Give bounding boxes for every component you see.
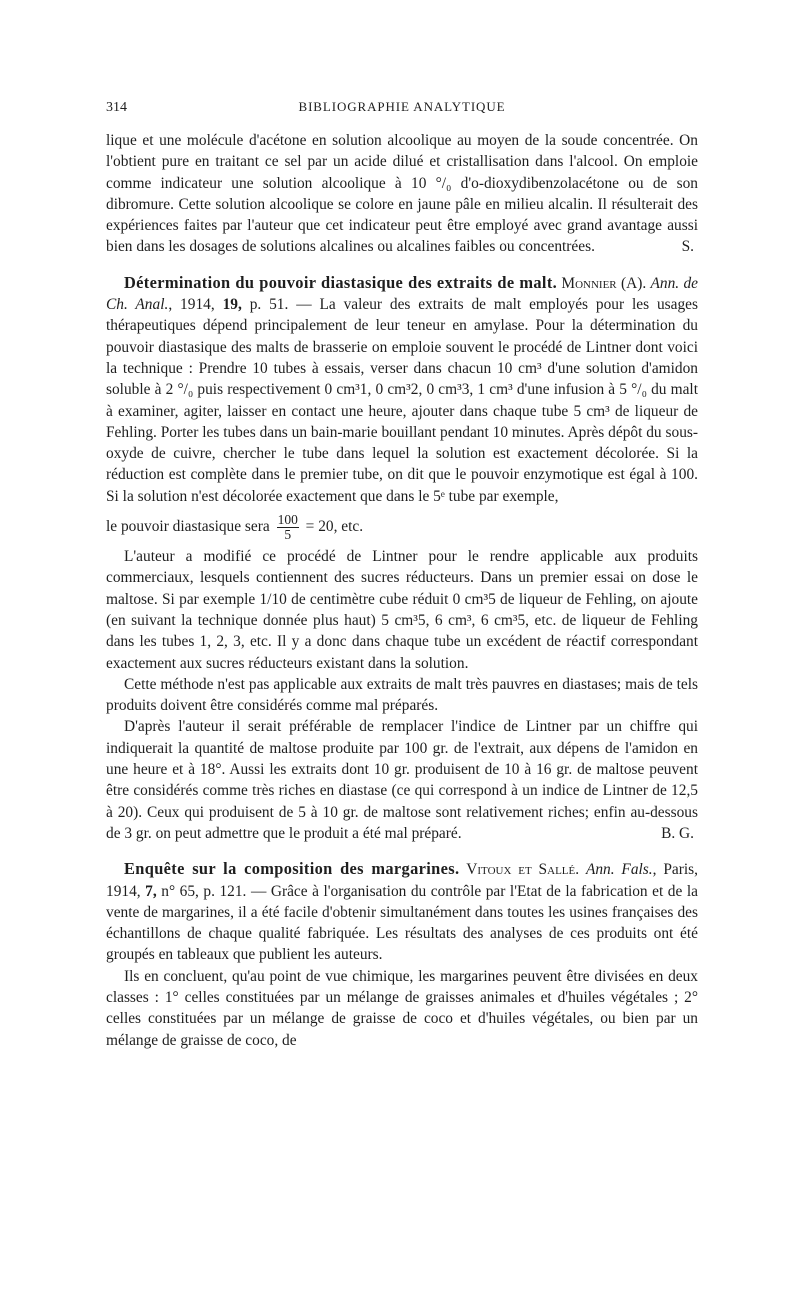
article-3-paragraph-2: Ils en concluent, qu'au point de vue chimique, les margarines peuvent être divisées en deux classes : 1° celles constituées par un mélange de graisses animales et d'huiles végétales ; 2° celles constituées par un mélange de graisse de coco et d'huiles végétales, ou bien par un mélange de graisse de coco, de [106, 967, 698, 1049]
formula-suffix: = 20, etc. [305, 518, 364, 536]
article-3-volume: 7, [145, 882, 157, 900]
article-2-year: 1914, [180, 296, 215, 314]
formula-prefix: le pouvoir diastasique sera [106, 518, 270, 536]
article-3-paragraph-1 [106, 858, 698, 965]
article-2-paragraph-1: Détermination du pouvoir diastasique des extraits de malt. Monnier (A). Ann. de Ch. Anal., 1914, 19, p. 51. — La valeur des extraits de malt employés pour les usages thérapeutiques dépend principalement de leur teneur en amylase. Pour la détermination du pouvoir diastasique des malts de brasserie on emploie souvent le procédé de Lintner dont voici la technique : Prendre 10 tubes à essais, verser dans chacun 10 cm³ d'une solution d'amidon soluble à 2 °/₀ puis respectivement 0 cm³1, 0 cm³2, 0 cm³3, 1 cm³ d'une infusion à 5 °/₀ du malt à examiner, agiter, laisser en contact une heure, ajouter dans chaque tube 5 cm³ de liqueur de Fehling. Porter les tubes dans un bain-marie bouillant pendant 10 minutes. Après dépôt du sous-oxyde de cuivre, chercher le tube dans lequel la solution est exactement décolorée. Si la réduction est complète dans le premier tube, on dit que le pouvoir enzymotique est égal à 100. Si la solution n'est décolorée exactement que dans le 5ᵉ tube par exemple, [106, 272, 699, 505]
article-2-text-4: D'après l'auteur il serait préférable de remplacer l'indice de Lintner par un chiffre qui indiquerait la quantité de maltose produite par 100 gr. de l'extrait, aux dépens de l'amidon en une heure et à 18°. Aussi les extraits dont 10 gr. produisent de 10 à 16 gr. de maltose peuvent être considérés comme très riches en diastase (ce qui correspond à un indice de Lintner de 12,5 à 20). Ceux qui produisent de 5 à 10 gr. de maltose sont relativement riches; enfin au-dessous de 3 gr. on peut admettre que le produit a été mal préparé. [106, 718, 698, 842]
article-1-body [106, 130, 698, 258]
formula-fraction [277, 513, 299, 542]
article-2-author: Monnier (A). [561, 274, 647, 292]
article-2-paragraph-2: L'auteur a modifié ce procédé de Lintner pour le rendre applicable aux produits commerciaux, lesquels contiennent des sucres réducteurs. Dans un premier essai on dose le maltose. Si par exemple 1/10 de centimètre cube réduit 0 cm³5 de liqueur de Fehling, on ajoute (en suivant la technique donnée plus haut) 5 cm³5, 6 cm³, 6 cm³5, etc. de liqueur de Fehling dans les tubes 1, 2, 3, etc. Il y a donc dans chaque tube un excédent de réactif correspondant exactement aux sucres réducteurs existant dans la solution. [106, 548, 698, 672]
page-header [106, 96, 698, 118]
running-title: BIBLIOGRAPHIE ANALYTIQUE [298, 99, 506, 114]
article-3-authors: Vitoux et Sallé. [466, 861, 580, 879]
article-2-page: p. 51. [249, 296, 289, 314]
formula-denominator: 5 [284, 527, 292, 543]
article-3-title: Enquête sur la composition des margarines. [124, 859, 460, 879]
article-2-title: Détermination du pouvoir diastasique des extraits de malt. [124, 272, 558, 292]
journal-page [106, 96, 698, 1051]
article-3-journal: Ann. Fals. [585, 861, 653, 879]
page-number: 314 [106, 100, 127, 115]
article-2-paragraph-4 [106, 716, 698, 844]
article-2-signature: B. G. [661, 824, 694, 842]
article-3-issue-page: n° 65, p. 121. [161, 882, 247, 900]
formula-numerator: 100 [277, 512, 298, 528]
article-2-journal: Ann. de Ch. Anal. [106, 274, 699, 314]
article-2-paragraph-3: Cette méthode n'est pas applicable aux extraits de malt très pauvres en diastases; mais de tels produits doivent être considérés comme mal préparés. [106, 675, 698, 715]
article-2-text-1: — La valeur des extraits de malt employés pour les usages thérapeutiques dépend principalement de leur teneur en amylase. Pour la détermination du pouvoir diastasique des malts de brasserie on emploie souvent le procédé de Lintner dont voici la technique : Prendre 10 tubes à essais, verser dans chacun 10 cm³ d'une solution d'amidon soluble à 2 °/₀ puis respectivement 0 cm³1, 0 cm³2, 0 cm³3, 1 cm³ d'une infusion à 5 °/₀ du malt à examiner, agiter, laisser en contact une heure, ajouter dans chaque tube 5 cm³ de liqueur de Fehling. Porter les tubes dans un bain-marie bouillant pendant 10 minutes. Après dépôt du sous-oxyde de cuivre, chercher le tube dans lequel la solution est exactement décolorée. Si la réduction est complète dans le premier tube, on dit que le pouvoir enzymotique est égal à 100. Si la solution n'est décolorée exactement que dans le 5ᵉ tube par exemple, [106, 296, 698, 505]
article-3-text-1: — Grâce à l'organisation du contrôle par l'Etat de la fabrication et de la vente de margarines, il a été facile d'obtenir simultanément dans toutes les usines françaises des échantillons de chaque qualité fabriquée. Les résultats des analyses de ces produits ont été groupés en tableaux que publient les auteurs. [106, 882, 698, 964]
article-1-text: lique et une molécule d'acétone en solution alcoolique au moyen de la soude concentrée. On l'obtient pure en traitant ce sel par un acide dilué et cristallisation dans l'alcool. On emploie comme indicateur une solution alcoolique à 10 °/₀ d'o-dioxydibenzolacétone ou de son dibromure. Cette solution alcoolique se colore en jaune pâle en milieu alcalin. Il résulterait des expériences faites par l'auteur que cet indicateur peut être employé avec grand avantage aussi bien dans les dosages de solutions alcalines ou alcalines faibles ou concentrées. [106, 132, 698, 256]
article-2-formula [106, 513, 698, 542]
article-3-place-year: , Paris, 1914, [106, 861, 698, 900]
article-2-volume: 19, [222, 296, 242, 314]
article-1-signature: S. [681, 238, 694, 256]
